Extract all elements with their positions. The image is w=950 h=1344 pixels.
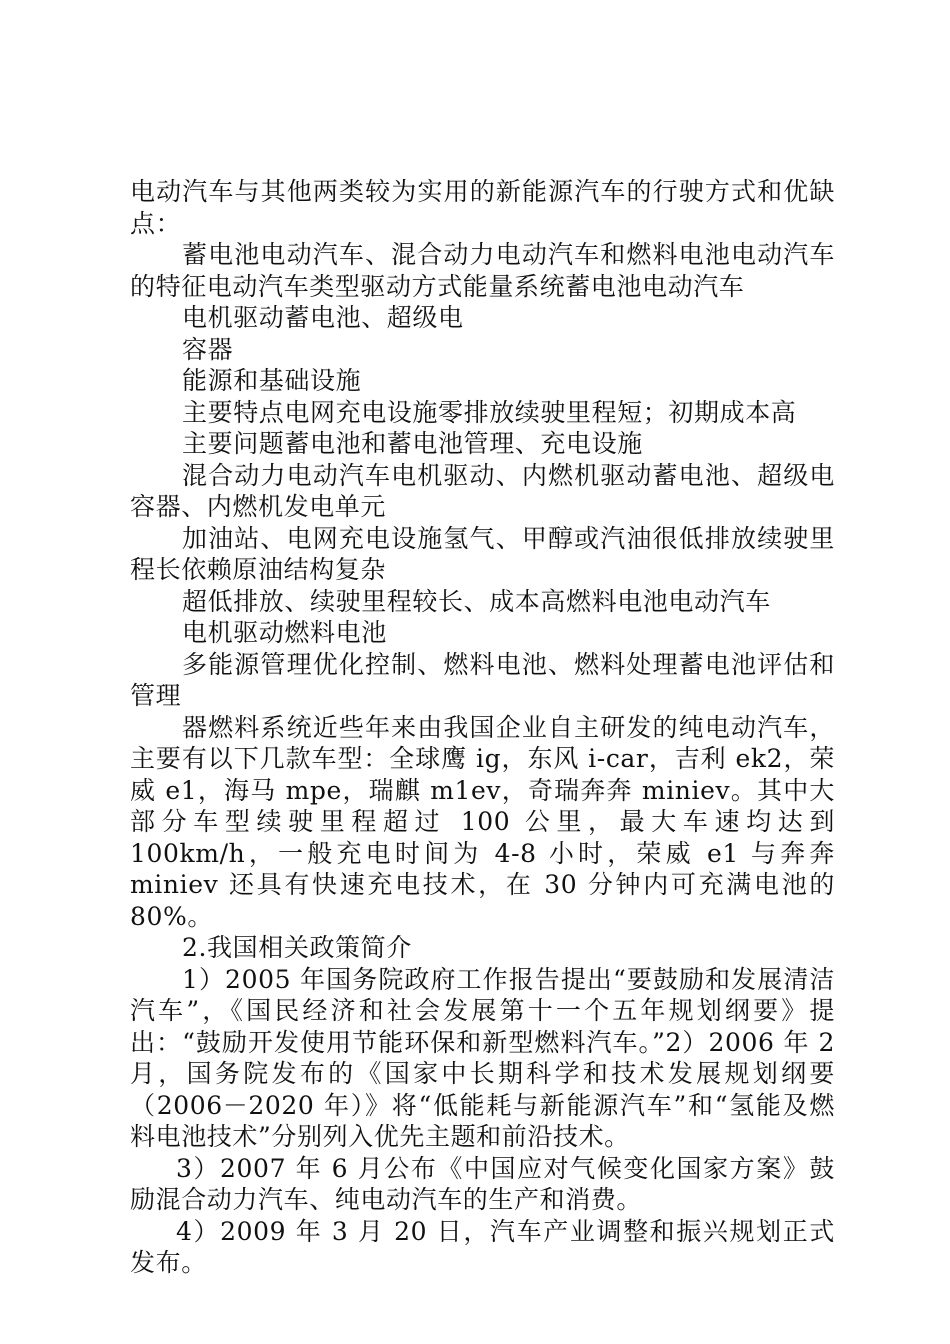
paragraph-hybrid-infrastructure: 加油站、电网充电设施氢气、甲醇或汽油很低排放续驶里程长依赖原油结构复杂: [130, 523, 835, 584]
paragraph-bev-drive: 电机驱动蓄电池、超级电: [182, 303, 464, 332]
document-body: [130, 176, 835, 1279]
paragraph-intro: 电动汽车与其他两类较为实用的新能源汽车的行驶方式和优缺点：: [130, 177, 835, 238]
section-heading-policy: 2.我国相关政策简介: [182, 933, 412, 962]
paragraph-policy-2009: 4）2009 年 3 月 20 日，汽车产业调整和振兴规划正式发布。: [130, 1216, 835, 1277]
paragraph-fuel-cell-drive: 电机驱动燃料电池: [182, 618, 387, 647]
paragraph-domestic-models: 器燃料系统近些年来由我国企业自主研发的纯电动汽车，主要有以下几款车型：全球鹰 ig，东风 i-car，吉利 ek2，荣威 e1，海马 mpe，瑞麒 m1ev，奇瑞奔奔 miniev。其中大部分车型续驶里程超过 100 公里，最大车速均达到 100km/h，一般充电时间为 4-8 小时，荣威 e1 与奔奔 miniev 还具有快速充电技术，在 30 分钟内可充满电池的 80%。: [130, 712, 835, 931]
paragraph-hybrid: 混合动力电动汽车电机驱动、内燃机驱动蓄电池、超级电容器、内燃机发电单元: [130, 460, 835, 521]
paragraph-policy-2007: 3）2007 年 6 月公布《中国应对气候变化国家方案》鼓励混合动力汽车、纯电动汽车的生产和消费。: [130, 1153, 835, 1214]
paragraph-main-features: 主要特点电网充电设施零排放续驶里程短；初期成本高: [182, 397, 797, 427]
paragraph-capacitor: 容器: [182, 334, 234, 364]
paragraph-fuel-cell: 超低排放、续驶里程较长、成本高燃料电池电动汽车: [182, 586, 771, 616]
paragraph-policy-2005-2006: 1）2005 年国务院政府工作报告提出“要鼓励和发展清洁汽车”，《国民经济和社会发展第十一个五年规划纲要》提出：“鼓励开发使用节能环保和新型燃料汽车。”2）2006 年 2 月，国务院发布的《国家中长期科学和技术发展规划纲要（2006－2020 年）》将“低能耗与新能源汽车”和“氢能及燃料电池技术”分别列入优先主题和前沿技术。: [130, 964, 835, 1151]
paragraph-main-problems: 主要问题蓄电池和蓄电池管理、充电设施: [182, 429, 643, 458]
paragraph-comparison-header: 蓄电池电动汽车、混合动力电动汽车和燃料电池电动汽车的特征电动汽车类型驱动方式能量系统蓄电池电动汽车: [130, 240, 835, 301]
paragraph-fuel-cell-management: 多能源管理优化控制、燃料电池、燃料处理蓄电池评估和管理: [130, 649, 835, 710]
paragraph-energy-infrastructure: 能源和基础设施: [182, 366, 362, 395]
